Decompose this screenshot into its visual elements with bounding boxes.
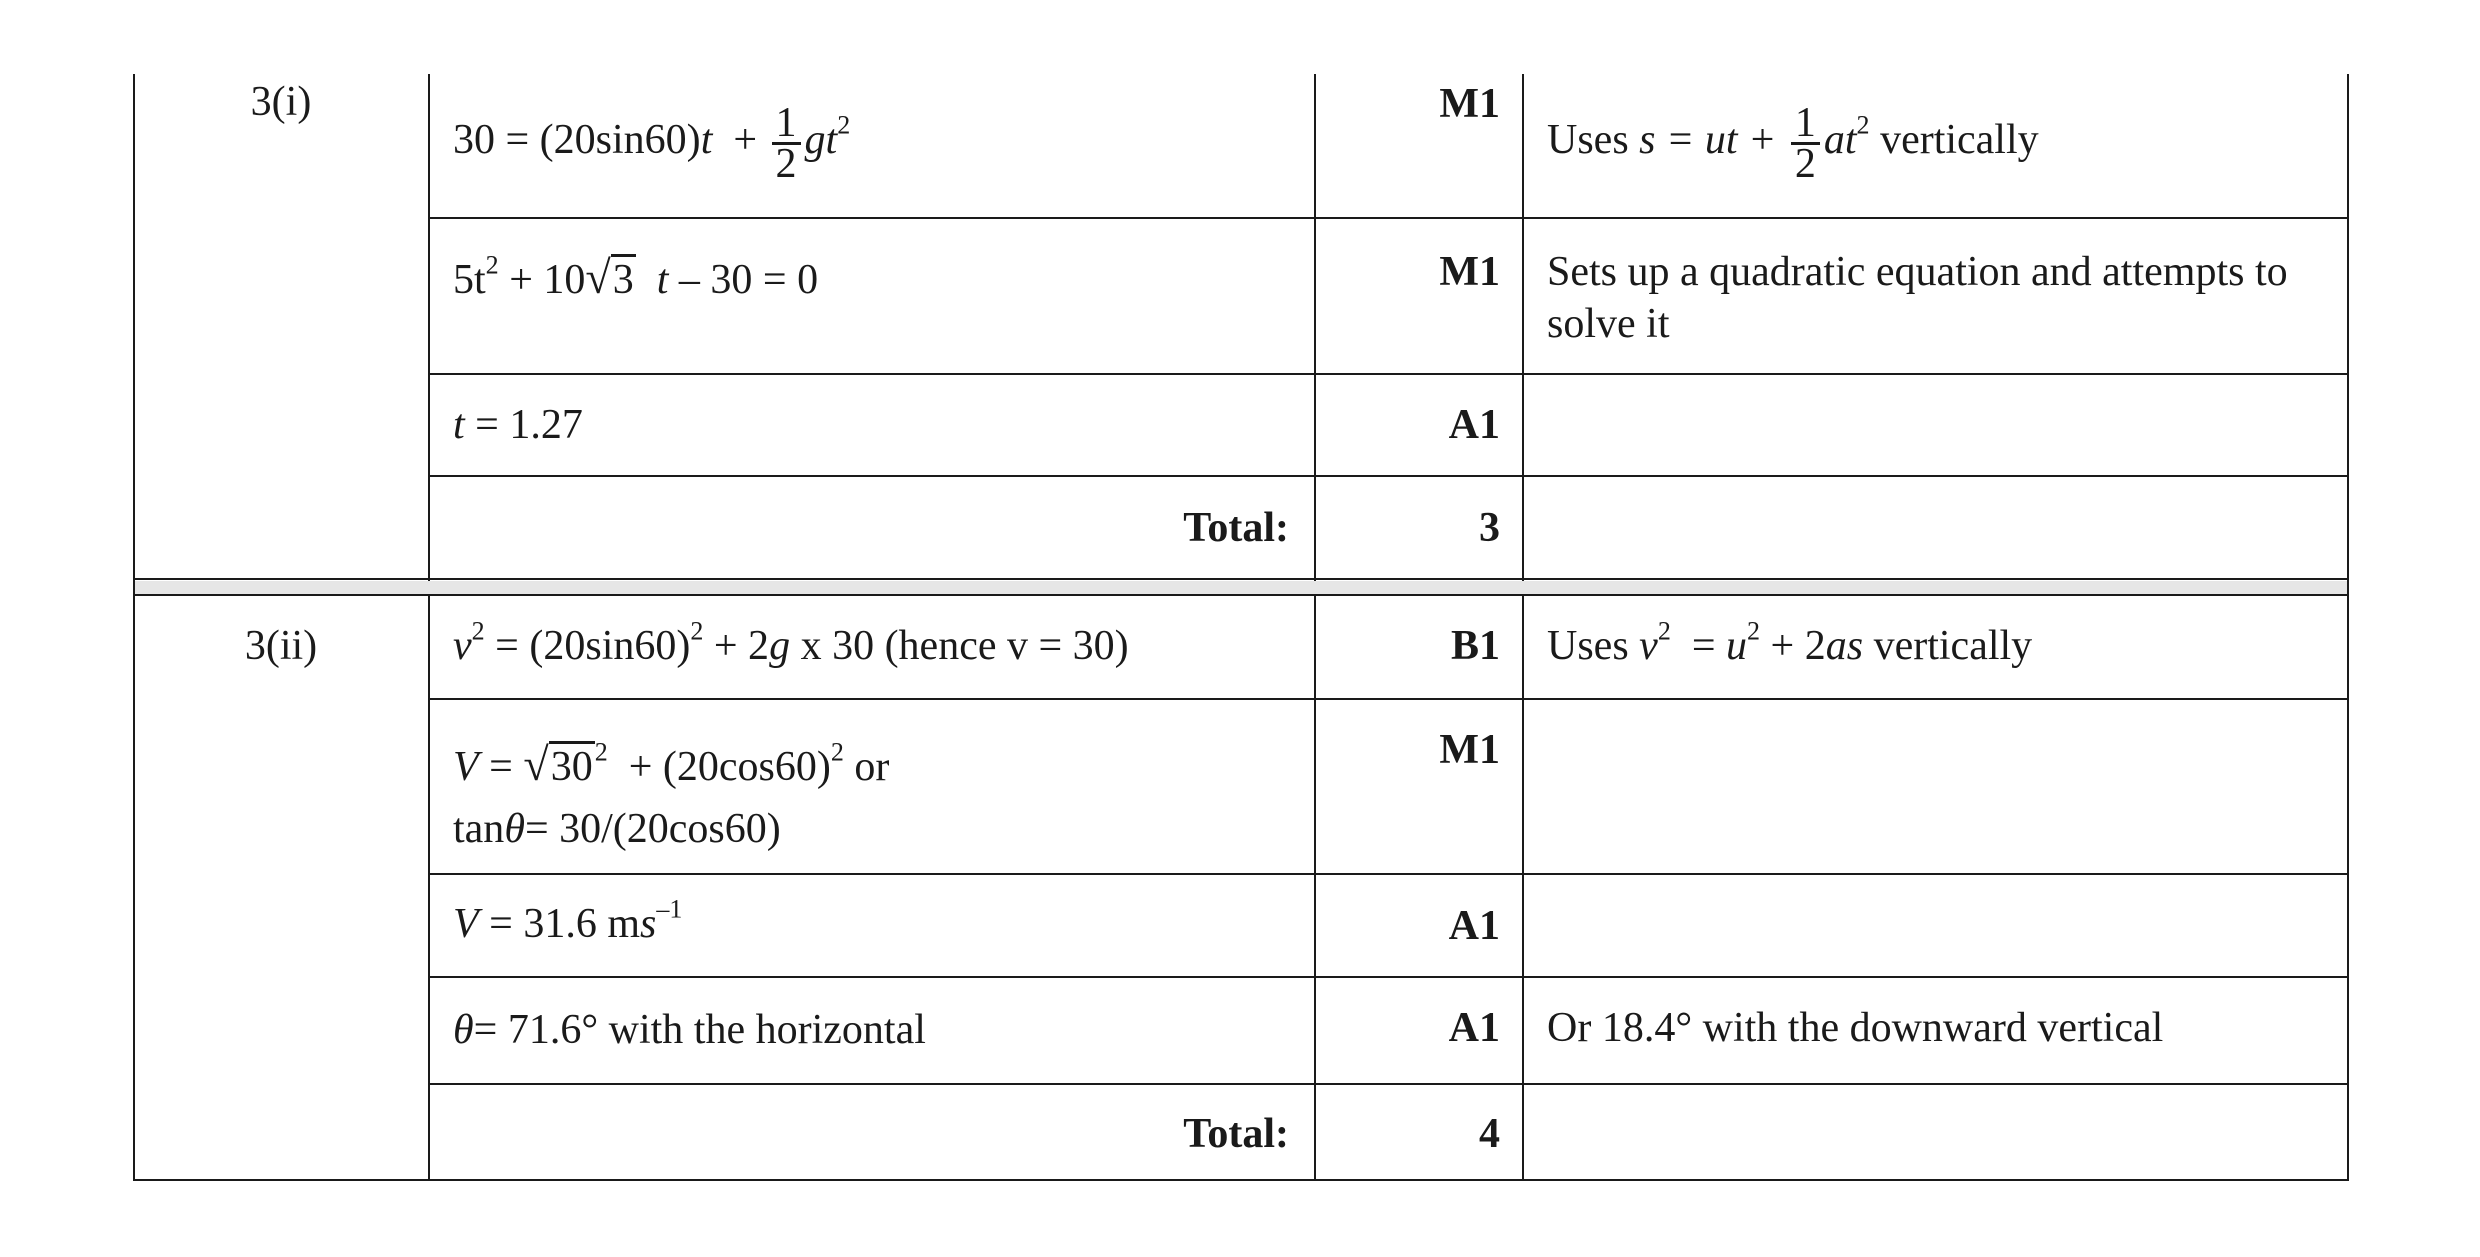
answer-exponent: –1 xyxy=(656,894,683,924)
answer-text: = xyxy=(489,744,513,790)
guidance-text: Sets up a quadratic equation and attempts to solve it xyxy=(1547,249,2288,347)
answer-text: = 30/(20cos60) xyxy=(524,806,781,852)
answer-term: gt xyxy=(804,117,838,164)
mark-code: B1 xyxy=(1450,623,1500,669)
mark-code: A1 xyxy=(1448,1005,1500,1051)
answer-var: t xyxy=(656,257,669,303)
answer-exponent: 2 xyxy=(594,737,608,767)
total-marks: 3 xyxy=(1479,505,1500,551)
answer-cell xyxy=(453,252,818,306)
mark-code: M1 xyxy=(1439,81,1500,127)
answer-exponent: 2 xyxy=(837,110,851,140)
answer-exponent: 2 xyxy=(485,250,499,280)
guidance-exponent: 2 xyxy=(1856,110,1870,140)
sqrt-icon: √ xyxy=(585,252,611,303)
fraction-numerator: 1 xyxy=(772,104,801,145)
mark-code: M1 xyxy=(1439,727,1500,773)
guidance-equation: s = ut + xyxy=(1639,117,1777,164)
answer-exponent: 2 xyxy=(471,616,485,646)
total-label: Total: xyxy=(1183,1111,1289,1157)
answer-term: 5t xyxy=(453,257,486,303)
total-label: Total: xyxy=(1183,505,1289,551)
fraction-denominator: 2 xyxy=(1794,141,1816,187)
answer-cell xyxy=(453,1004,926,1056)
total-marks: 4 xyxy=(1479,1111,1500,1157)
answer-exponent: 2 xyxy=(830,737,844,767)
answer-text: = 1.27 xyxy=(475,402,583,448)
answer-text: = 71.6° with the horizontal xyxy=(473,1007,926,1053)
mark-scheme-table xyxy=(133,74,2349,1181)
guidance-text: Uses xyxy=(1547,623,1629,669)
answer-plus: + xyxy=(733,117,758,164)
fraction xyxy=(772,100,801,187)
answer-var: t xyxy=(700,117,713,164)
answer-radicand: 3 xyxy=(611,254,636,303)
mark-code: A1 xyxy=(1448,402,1500,448)
answer-text: + 10 xyxy=(509,257,586,303)
answer-var: θ xyxy=(504,806,525,852)
question-number: 3(i) xyxy=(250,79,312,125)
guidance-text: = xyxy=(1691,623,1716,669)
fraction xyxy=(1791,100,1820,187)
answer-exponent: 2 xyxy=(690,616,704,646)
answer-var: θ xyxy=(453,1007,474,1053)
answer-text: = 31.6 m xyxy=(489,901,641,947)
answer-text: + 2 xyxy=(713,623,770,669)
guidance-text: Or 18.4° with the downward vertical xyxy=(1547,1005,2164,1051)
answer-text: tan xyxy=(453,806,505,852)
guidance-suffix: vertically xyxy=(1880,117,2039,164)
answer-text: or xyxy=(854,744,890,790)
guidance-cell xyxy=(1547,616,2327,672)
guidance-var: as xyxy=(1825,623,1864,669)
mark-code: M1 xyxy=(1439,249,1500,295)
guidance-suffix: vertically xyxy=(1873,623,2033,669)
answer-var: v xyxy=(453,623,472,669)
answer-cell xyxy=(453,894,683,950)
answer-line xyxy=(453,798,889,860)
guidance-cell xyxy=(1547,100,2327,187)
guidance-text: Uses xyxy=(1547,117,1629,164)
answer-cell xyxy=(453,399,583,451)
answer-unit: s xyxy=(640,901,657,947)
sqrt-icon: √ xyxy=(523,739,549,790)
guidance-exponent: 2 xyxy=(1747,616,1761,646)
answer-text: + (20cos60) xyxy=(628,744,831,790)
answer-text: – 30 = 0 xyxy=(678,257,819,303)
guidance-var: v xyxy=(1639,623,1658,669)
mark-code: A1 xyxy=(1448,903,1500,949)
answer-text: = (20sin60) xyxy=(495,623,691,669)
answer-cell xyxy=(453,100,851,187)
fraction-denominator: 2 xyxy=(775,141,797,187)
answer-var: g xyxy=(769,623,791,669)
guidance-term: at xyxy=(1823,117,1857,164)
guidance-exponent: 2 xyxy=(1657,616,1671,646)
answer-var: V xyxy=(453,901,479,947)
answer-var: t xyxy=(453,402,465,448)
answer-line xyxy=(453,734,889,798)
answer-cell xyxy=(453,616,1129,672)
answer-cell xyxy=(453,734,889,860)
answer-radicand: 30 xyxy=(549,741,595,790)
guidance-text: + 2 xyxy=(1770,623,1826,669)
guidance-var: u xyxy=(1726,623,1748,669)
fraction-numerator: 1 xyxy=(1791,104,1820,145)
answer-text: x 30 (hence v = 30) xyxy=(800,623,1129,669)
answer-text: 30 = (20sin60) xyxy=(453,117,701,164)
answer-var: V xyxy=(453,744,479,790)
question-number: 3(ii) xyxy=(244,623,318,669)
